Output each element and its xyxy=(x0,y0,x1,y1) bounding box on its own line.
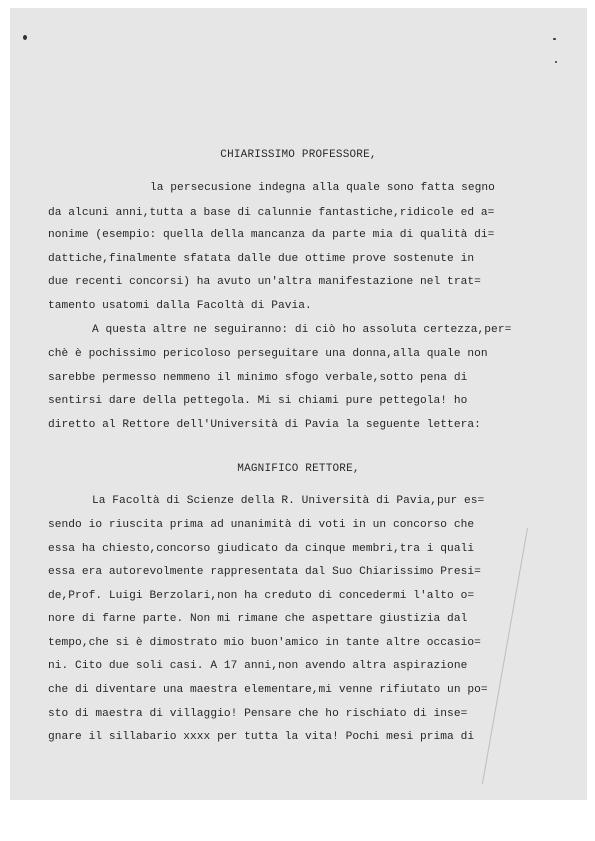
text-line: tamento usatomi dalla Facoltà di Pavia. xyxy=(48,300,312,312)
text-line: nore di farne parte. Non mi rimane che aspettare giustizia dal xyxy=(48,613,468,625)
punch-mark xyxy=(23,35,27,40)
text-line: diretto al Rettore dell'Università di Pavia la seguente lettera: xyxy=(48,419,481,431)
text-line: la persecusione indegna alla quale sono fatta segno xyxy=(150,182,495,194)
punch-mark xyxy=(553,38,556,40)
text-line: da alcuni anni,tutta a base di calunnie fantastiche,ridicole ed a= xyxy=(48,207,495,219)
text-line: tempo,che si è dimostrato mio buon'amico in tante altre occasio= xyxy=(48,637,481,649)
text-line: gnare il sillabario xxxx per tutta la vita! Pochi mesi prima di xyxy=(48,731,475,743)
text-line: La Facoltà di Scienze della R. Università di Pavia,pur es= xyxy=(92,495,485,507)
text-line: sarebbe permesso nemmeno il minimo sfogo verbale,sotto pena di xyxy=(48,372,468,384)
document-page xyxy=(10,8,587,800)
text-line: sentirsi dare della pettegola. Mi si chiami pure pettegola! ho xyxy=(48,395,468,407)
text-line: dattiche,finalmente sfatata dalle due ottime prove sostenute in xyxy=(48,253,475,265)
text-line: essa ha chiesto,concorso giudicato da cinque membri,tra i quali xyxy=(48,543,475,555)
text-line: A questa altre ne seguiranno: di ciò ho assoluta certezza,per= xyxy=(92,324,512,336)
text-line: due recenti concorsi) ha avuto un'altra manifestazione nel trat= xyxy=(48,276,481,288)
text-line: sto di maestra di villaggio! Pensare che ho rischiato di inse= xyxy=(48,708,468,720)
text-line: chè è pochissimo pericoloso perseguitare una donna,alla quale non xyxy=(48,348,488,360)
text-line: de,Prof. Luigi Berzolari,non ha creduto di concedermi l'alto o= xyxy=(48,590,475,602)
text-line: nonime (esempio: quella della mancanza da parte mia di qualità di= xyxy=(48,229,495,241)
salutation-heading: CHIARISSIMO PROFESSORE, xyxy=(220,149,377,161)
text-line: ni. Cito due soli casi. A 17 anni,non avendo altra aspirazione xyxy=(48,660,468,672)
punch-mark xyxy=(555,61,557,63)
salutation-heading: MAGNIFICO RETTORE, xyxy=(237,463,360,475)
text-line: sendo io riuscita prima ad unanimità di voti in un concorso che xyxy=(48,519,475,531)
page-fold-line xyxy=(482,528,528,784)
text-line: che di diventare una maestra elementare,mi venne rifiutato un po= xyxy=(48,684,488,696)
text-line: essa era autorevolmente rappresentata dal Suo Chiarissimo Presi= xyxy=(48,566,481,578)
